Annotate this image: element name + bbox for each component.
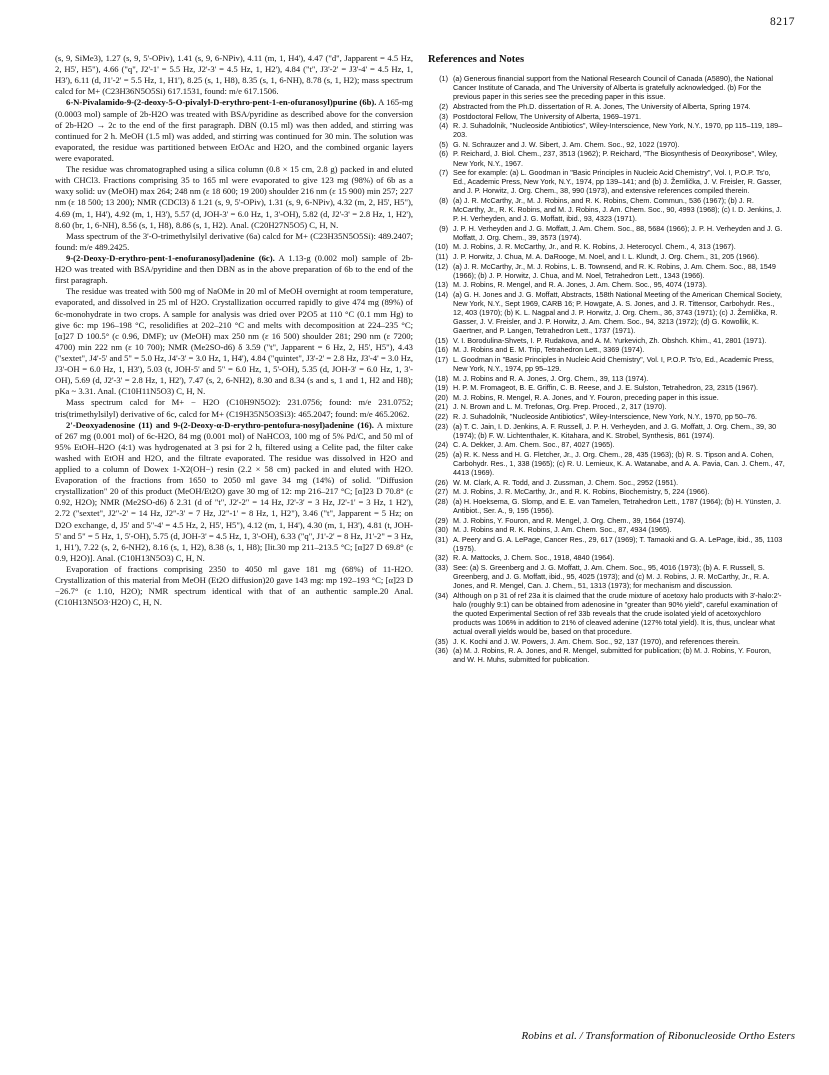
section-paragraph [55,420,413,564]
reference-text: J. P. Horwitz, J. Chua, M. A. DaRooge, M. Noel, and I. L. Klundt, J. Org. Chem., 31, 205 (1966). [453,251,760,261]
reference-text: M. J. Robins, J. R. McCarthy, Jr., and R. K. Robins, J. Heterocycl. Chem., 4, 313 (1967). [453,242,736,252]
body-paragraph [55,286,413,397]
reference-item [428,440,785,449]
reference-item [428,224,785,242]
reference-item [428,646,785,664]
paragraph-text: Mass spectrum calcd for M+ − H2O (C10H9N5O2): 231.0756; found: m/e 231.0752; tris(trimethylsilyl) derivative of 6c, calcd for M+ (C19H35N5O3Si3): 465.2047; found: m/e 465.2062. [55,397,413,419]
reference-number: (13) [435,280,448,290]
reference-number: (17) [435,354,448,364]
reference-text: L. Goodman in "Basic Principles in Nucleic Acid Chemistry", Vol. I, P.O.P. Ts'o, Ed., Academic Press, New York, N.Y., 1974, pp 95–129. [453,354,774,374]
reference-number: (1) [439,74,448,84]
reference-list [428,74,785,664]
reference-item [428,516,785,525]
reference-number: (35) [435,636,448,646]
reference-item [428,487,785,496]
reference-item [428,74,785,101]
reference-item [428,345,785,354]
section-paragraph [55,253,413,286]
reference-text: (a) R. K. Ness and H. G. Fletcher, Jr., J. Org. Chem., 28, 435 (1963); (b) R. S. Tipson and A. Cohen, Carbohydr. Res., 1, 338 (1965); (c) R. U. Lemieux, K. A. Watanabe, and A. A. Pavia, Can. J. Chem., 47, 4413 (1969). [453,449,785,478]
experimental-column [55,53,413,608]
references-column [428,53,785,665]
reference-number: (7) [439,168,448,178]
reference-text: (a) H. Hoeksema, G. Slomp, and E. E. van Tamelen, Tetrahedron Lett., 1787 (1964); (b) H. Yünsten, J. Antibiot., Ser. A., 9, 195 (1956). [453,496,782,515]
body-paragraph [55,564,413,608]
reference-number: (5) [439,139,448,149]
reference-item [428,196,785,223]
reference-number: (24) [435,440,448,450]
reference-text: H. P. M. Fromageot, B. E. Griffin, C. B. Reese, and J. E. Sulston, Tetrahedron, 23, 2315 (1967). [453,383,759,393]
reference-item [428,242,785,251]
reference-item [428,383,785,392]
reference-number: (28) [435,496,448,506]
reference-text: (a) Generous financial support from the National Research Council of Canada (A5890), the National Cancer Institute of Canada, and The University of Alberta is gratefully acknowledged. (b) For the previous paper in this series see the preceding paper in this issue. [453,74,773,102]
reference-item [428,563,785,590]
reference-item [428,412,785,421]
reference-text: R. A. Mattocks, J. Chem. Soc., 1918, 4840 (1964). [453,553,615,563]
reference-item [428,290,785,335]
body-paragraph [55,53,413,97]
reference-number: (14) [435,289,448,299]
reference-text: (a) J. R. McCarthy, Jr., M. J. Robins, L. B. Townsend, and R. K. Robins, J. Am. Chem. Soc., 88, 1549 (1966); (b) J. P. Horwitz, J. Chua, and M. Noel, Tetrahedron Lett., 1343 (1966). [453,261,776,280]
paragraph-text: A 1.13-g (0.002 mol) sample of 2b-H2O was treated with BSA/pyridine and then DBN as in the above preparation of 6b to the end of the first paragraph. [55,252,414,286]
reference-text: (a) M. J. Robins, R. A. Jones, and R. Mengel, submitted for publication; (b) M. J. Robins, Y. Fouron, and W. H. Muhs, submitted for publication. [453,646,772,665]
paragraph-text: A 165-mg (0.0003 mol) sample of 2b-H2O was treated with BSA/pyridine as described above for the conversion of 2b-H2O → 2c to the end of the first paragraph. DBN (0.15 ml) was then added, and stirring was continued for 2 h. MeOH (1.5 ml) was added, and stirring was continued for 30 min. The solution was evaporated, the residue was partitioned between EtOAc and H2O, and the combined organic layers were evaporated. [55,97,413,163]
reference-text: M. J. Robins, R. Mengel, and R. A. Jones, J. Am. Chem. Soc., 95, 4074 (1973). [453,280,707,290]
reference-text: M. J. Robins and R. K. Robins, J. Am. Chem. Soc., 87, 4934 (1965). [453,525,672,535]
reference-text: (a) G. H. Jones and J. G. Moffatt, Abstracts, 158th National Meeting of the American Chemical Society, New York, N.Y., Sept 1969, CARB 16; P. Howgate, A. S. Jones, and J. R. Tittensor, Carbohydr. Res., 12, 403 (1970); (b) K. L. Nagpal and J. P. Horwitz, J. Org. Chem., 36, 3743 (1971); (c) J. Žemlička, R. Gasser, J. V. Freisler, and J. P. Horwitz, J. Am. Chem. Soc., 94, 3213 (1972); (d) G. Kowollik, K. Gaertner, and P. Langen, Tetrahedron Lett., 1737 (1971). [453,289,782,336]
reference-number: (15) [435,335,448,345]
reference-item [428,252,785,261]
reference-item [428,168,785,195]
reference-item [428,262,785,280]
reference-text: M. J. Robins, Y. Fouron, and R. Mengel, J. Org. Chem., 39, 1564 (1974). [453,515,686,525]
reference-number: (23) [435,421,448,431]
reference-number: (31) [435,534,448,544]
reference-number: (8) [439,195,448,205]
reference-number: (21) [435,402,448,412]
reference-item [428,402,785,411]
reference-item [428,535,785,553]
reference-item [428,374,785,383]
reference-text: See for example: (a) L. Goodman in "Basic Principles in Nucleic Acid Chemistry", Vol. I, P.O.P. Ts'o, Ed., Academic Press, New York, N.Y., 1974, pp 139–141; and (b) J. Žemlička, J. V. Freisler, R. Gasser, and J. P. Horwitz, J. Org. Chem., 38, 990 (1973), and extensive references compiled therein. [453,168,782,196]
reference-item [428,591,785,636]
reference-item [428,336,785,345]
reference-text: Although on p 31 of ref 23a it is claimed that the crude mixture of acetoxy halo products with 3'-halo:2'-halo (roughly 9:1) can be obtained from adenosine in "greater than 90% yield", careful examination of the quoted Experimental Section of ref 33b reveals that the crude isolated yield of acetoxychloro products was 106% in addition to 21% of cleaved adenine (127% total yield). It is, thus, unclear what actual overall yields would be, based on that procedure. [453,590,782,637]
reference-number: (3) [439,111,448,121]
reference-number: (29) [435,515,448,525]
paragraph-text: The residue was chromatographed using a silica column (0.8 × 15 cm, 2.8 g) packed in and eluted with CHCl3. Fractions comprising 35 to 165 ml were evaporated to give 123 mg (98%) of 6b as a waxy solid: uv (MeOH) max 264; 248 nm (ε 18 600; 19 200) shoulder 216 nm (ε 15 900) min 257; 227 nm (ε 18 500; 13 200); NMR (CDCl3) δ 1.21 (s, 9, 5'-OPiv), 1.31 (s, 9, 6-NPiv), 4.32 (m, 2, H5', H5"), 4.69 (m, 1, H4'), 4.92 (m, 1, H3'), 5.57 (d, JOH-3' = 6.0 Hz, 1, 3'-OH), 5.82 (d, J2'-3' = 2.8 Hz, 1, H2'), 8.60 (br, 1, 6-NH), 8.56 (s, 1, H8), 8.86 (s, 1, H2). Anal. (C20H27N5O5) C, H, N. [55,164,413,230]
reference-item [428,497,785,515]
reference-text: G. N. Schrauzer and J. W. Sibert, J. Am. Chem. Soc., 92, 1022 (1970). [453,139,680,149]
running-footer: Robins et al. / Transformation of Ribonucleoside Ortho Esters [521,1030,795,1042]
reference-item [428,355,785,373]
reference-item [428,280,785,289]
reference-text: M. J. Robins and R. A. Jones, J. Org. Chem., 39, 113 (1974). [453,373,649,383]
reference-number: (20) [435,392,448,402]
reference-text: M. J. Robins and E. M. Trip, Tetrahedron Lett., 3369 (1974). [453,345,645,355]
reference-item [428,393,785,402]
reference-number: (2) [439,101,448,111]
paragraph-text: A mixture of 267 mg (0.001 mol) of 6c-H2O, 84 mg (0.001 mol) of NaHCO3, 100 mg of 5% Pd/C, and 50 ml of 95% EtOH–H2O (4:1) was hydrogenated at 3 psi for 2 h, filtered using a Celite pad, the filter cake washed with EtOH and H2O, and the filtrate evaporated. The residue was dissolved in H2O and applied to a column of Dowex 1-X2(OH−) resin (2.2 × 58 cm) packed in and eluted with H2O. Evaporation of the fractions from 1650 to 2050 ml gave 34 mg (14%) of solid. "Diffusion crystallization" 20 of this product (MeOH/Et2O) gave 30 mg of 12: mp 216–217 °C; [α]23 D 70.8° (c 0.92, H2O); NMR (Me2SO-d6) δ 2.31 (d of "t", J2'-2" = 14 Hz, J2'-3' = 3 Hz, J2'-1' = 3 Hz, 1 H2'), 2.72 ("sextet", J2"-2' = 14 Hz, J2"-3' = 7 Hz, J2"-1' = 8 Hz, 1, H2"), 3.46 ("t", Japparent = 5 Hz; on D2O exchange, d, J5' and 5"-4' = 4.5 Hz, 2, H5', H5"), 4.12 (m, 1, H4'), 4.30 (m, 1, H3'), 4.81 (t, JOH-5' and 5" = 5 Hz, 1, 5'-OH), 5.75 (d, JOH-3' = 4.5 Hz, 1, 3'-OH), 6.33 ("q", J1'-2' = 8 Hz, J1'-2" = 3 Hz, 1, H1'), 7.22 (s, 2, 6-NH2), 8.16 (s, 1, H2), 8.38 (s, 1, H8); [lit.30 mp 211–213.5 °C; [α]27 D 69.8° (c 0.9, H2O)]. Anal. (C10H13N5O3) C, H, N. [55,419,413,563]
reference-item [428,478,785,487]
reference-number: (25) [435,449,448,459]
reference-number: (34) [435,590,448,600]
reference-item [428,102,785,111]
reference-text: R. J. Suhadolnik, "Nucleoside Antibiotics", Wiley-Interscience, New York, N.Y., 1970, pp 115–119, 189–203. [453,121,783,140]
section-paragraph [55,97,413,164]
reference-number: (19) [435,383,448,393]
reference-number: (11) [435,251,448,261]
reference-number: (4) [439,121,448,131]
paragraph-text: Evaporation of fractions comprising 2350 to 4050 ml gave 181 mg (68%) of 11-H2O. Crystallization of this material from MeOH (Et2O diffusion)20 gave 143 mg: mp 192–193 °C; [α]23 D −26.7° (c 1.10, H2O); NMR spectrum identical with that of an authentic sample.20 Anal. (C10H13N5O3·H2O) C, H, N. [55,564,413,608]
paragraph-text: Mass spectrum of the 3'-O-trimethylsilyl derivative (6a) calcd for M+ (C23H35N5O5Si): 489.2407; found: m/e 489.2425. [55,230,413,252]
reference-number: (6) [439,149,448,159]
reference-text: J. K. Kochi and J. W. Powers, J. Am. Chem. Soc., 92, 137 (1970), and references therein. [453,636,740,646]
compound-heading: 6-N-Pivalamido-9-(2-deoxy-5-O-pivalyl-D-erythro-pent-1-en-ofuranosyl)purine (6b). [66,97,377,108]
reference-item [428,112,785,121]
reference-item [428,149,785,167]
reference-item [428,525,785,534]
reference-number: (30) [435,525,448,535]
reference-text: J. P. H. Verheyden and J. G. Moffatt, J. Am. Chem. Soc., 88, 5684 (1966); J. P. H. Verheyden and J. G. Moffatt, J. Org. Chem., 39, 3573 (1974). [453,223,783,242]
reference-text: P. Reichard, J. Biol. Chem., 237, 3513 (1962); P. Reichard, "The Biosynthesis of Deoxyribose", Wiley, New York, N.Y., 1967. [453,149,778,168]
reference-number: (26) [435,477,448,487]
compound-heading: 9-(2-Deoxy-D-erythro-pent-1-enofuranosyl)adenine (6c). [66,252,275,263]
reference-text: R. J. Suhadolnik, "Nucleoside Antibiotics", Wiley-Interscience, New York, N.Y., 1970, pp 50–76. [453,412,758,422]
reference-number: (16) [435,345,448,355]
compound-heading: 2'-Deoxyadenosine (11) and 9-(2-Deoxy-α-D-erythro-pentofura-nosyl)adenine (16). [66,419,374,430]
reference-text: (a) J. R. McCarthy, Jr., M. J. Robins, and R. K. Robins, Chem. Commun., 536 (1967); (b) J. R. McCarthy, Jr., R. K. Robins, and M. J. Robins, J. Am. Chem. Soc., 90, 4993 (1968); (c) I. D. Jenkins, J. P. H. Verheyden, and J. G. Moffatt, ibid., 93, 4323 (1971). [453,195,782,224]
reference-text: W. M. Clark, A. R. Todd, and J. Zussman, J. Chem. Soc., 2952 (1951). [453,477,679,487]
reference-text: C. A. Dekker, J. Am. Chem. Soc., 87, 4027 (1965). [453,440,615,450]
reference-number: (10) [435,242,448,252]
reference-text: Abstracted from the Ph.D. dissertation of R. A. Jones, The University of Alberta, Spring 1974. [453,101,751,111]
reference-number: (27) [435,487,448,497]
body-paragraph [55,164,413,231]
reference-text: M. J. Robins, R. Mengel, R. A. Jones, and Y. Fouron, preceding paper in this issue. [453,392,719,402]
reference-text: Postdoctoral Fellow, The University of Alberta, 1969–1971. [453,111,642,121]
reference-number: (22) [435,412,448,422]
references-title: References and Notes [428,54,525,65]
reference-text: (a) T. C. Jain, I. D. Jenkins, A. F. Russell, J. P. H. Verheyden, and J. G. Moffatt, J. Org. Chem., 39, 30 (1974); (b) F. W. Lichtenthaler, K. Kitahara, and K. Strobel, Synthesis, 861 (1974). [453,421,777,440]
reference-text: A. Peery and G. A. LePage, Cancer Res., 29, 617 (1969); T. Tamaoki and G. A. LePage, ibid., 35, 1103 (1975). [453,534,783,553]
reference-item [428,450,785,477]
reference-number: (9) [439,223,448,233]
body-paragraph [55,397,413,419]
reference-number: (36) [435,646,448,656]
reference-item [428,121,785,139]
paragraph-text: The residue was treated with 500 mg of NaOMe in 20 ml of MeOH overnight at room temperature, evaporated, and dissolved in 25 ml of H2O. Crystallization occurred rapidly to give 474 mg (89%) of 6c-monohydrate in two crops. A sample for analysis was dried over P2O5 at 110 °C (0.1 mm Hg) to give 6c: mp 196–198 °C, resolidifies at 202–210 °C and melts with decomposition at 224–235 °C; [α]27 D 100.5° (c 0.96, DMF); uv (MeOH) max 250 nm (ε 16 500) shoulder 281; 290 nm (ε 7200; 4700) min 222 nm (ε 10 700); NMR (Me2SO-d6) δ 3.59 ("t", Japparent = 6 Hz, 2, H5', H5"), 4.43 ("sextet", J4'-5' and 5" = 5.0 Hz, J4'-3' = 3.0 Hz, 1, H4'), 4.84 ("quintet", J3'-2' = 2.8 Hz, J3'-4' = 3.0 Hz, J3'-OH = 6.0 Hz, 1, H3'), 5.03 (t, JOH-5' and 5" = 6.0 Hz, 1, 5'-OH), 5.35 (d, JOH-3' = 6.0 Hz, 1, 3'-OH), 5.69 (d, J2'-3' = 2.8 Hz, 1, H2'), 7.47 (s, 2, 6-NH2), 8.30 and 8.34 (s and s, 1 and 1, H2 and H8); pKa ~ 3.31. Anal. (C10H11N5O3) C, H, N. [55,286,413,397]
reference-text: See: (a) S. Greenberg and J. G. Moffatt, J. Am. Chem. Soc., 95, 4016 (1973); (b) A. F. Russell, S. Greenberg, and J. G. Moffatt, ibid., 95, 4025 (1973); and (c) M. J. Robins, J. R. McCarthy, Jr., R. A. Jones, and R. Mengel, Can. J. Chem., 51, 1313 (1973); for mechanism and discussion. [453,563,770,591]
reference-number: (33) [435,563,448,573]
reference-number: (12) [435,261,448,271]
body-paragraph [55,231,413,253]
reference-text: M. J. Robins, J. R. McCarthy, Jr., and R. K. Robins, Biochemistry, 5, 224 (1966). [453,487,710,497]
reference-item [428,553,785,562]
reference-text: V. I. Borodulina-Shvets, I. P. Rudakova, and A. M. Yurkevich, Zh. Obshch. Khim., 41, 2801 (1971). [453,335,767,345]
reference-number: (32) [435,553,448,563]
reference-item [428,140,785,149]
reference-number: (18) [435,373,448,383]
reference-item [428,637,785,646]
paragraph-text: (s, 9, SiMe3), 1.27 (s, 9, 5'-OPiv), 1.41 (s, 9, 6-NPiv), 4.11 (m, 1, H4'), 4.47 ("d", Japparent = 4.5 Hz, 2, H5', H5"), 4.66 ("q", J2'-1' = 5.5 Hz, J2'-3' = 4.5 Hz, 1, H2'), 4.84 ("t", J3'-2' = J3'-4' = 4.5 Hz, 1, H3'), 6.11 (d, J1'-2' = 5.5 Hz, 1, H1'), 8.25 (s, 1, H8), 8.35 (s, 1, 6-NH), 8.78 (s, 1, H2); mass spectrum calcd for M+ (C23H36N5O5Si) 617.1531, found: m/e 617.1506. [55,53,413,97]
page-number: 8217 [770,16,795,28]
reference-text: J. N. Brown and L. M. Trefonas, Org. Prep. Proced., 2, 317 (1970). [453,402,667,412]
reference-item [428,422,785,440]
